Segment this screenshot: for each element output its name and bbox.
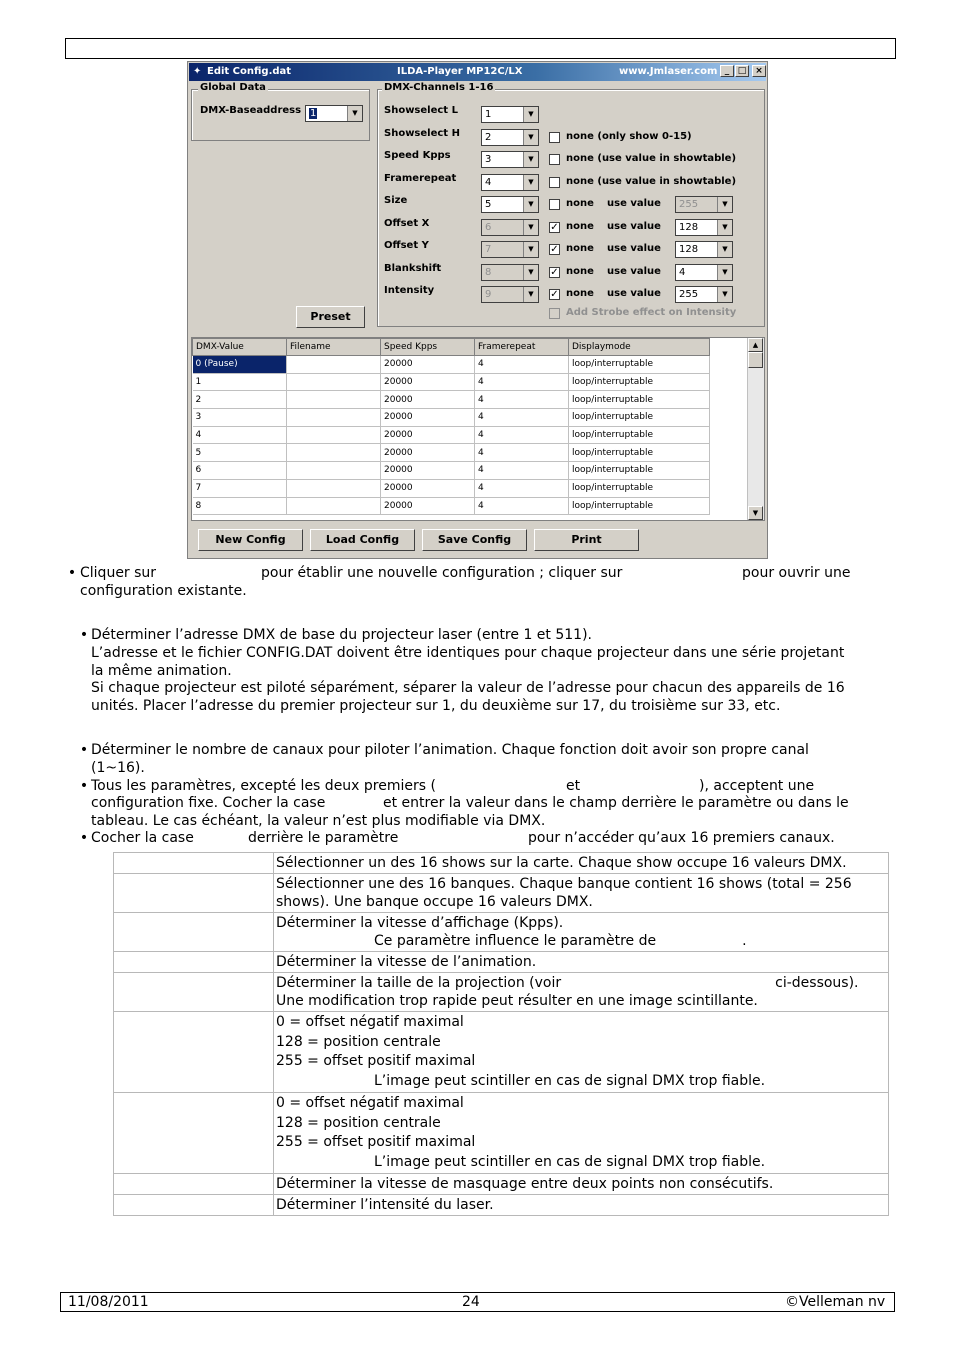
channel-select[interactable] xyxy=(481,196,539,213)
table-row[interactable] xyxy=(193,462,710,480)
chevron-down-icon: ▼ xyxy=(523,107,538,122)
table-row xyxy=(114,952,889,973)
use-value-select[interactable] xyxy=(675,241,733,258)
text: Déterminer la taille de la projection (voir xyxy=(276,975,562,991)
chevron-down-icon: ▼ xyxy=(523,175,538,190)
chevron-down-icon: ▼ xyxy=(717,220,732,235)
print-button[interactable]: Print xyxy=(534,529,639,551)
table-row xyxy=(114,853,889,874)
column-header[interactable]: DMX-Value xyxy=(193,339,287,356)
none-option-label: none xyxy=(566,288,594,299)
grid-cell[interactable]: loop/interruptable xyxy=(569,356,710,374)
grid-cell[interactable]: loop/interruptable xyxy=(569,462,710,480)
dmx-baseaddress-value: 1 xyxy=(310,108,317,119)
grid-cell[interactable]: loop/interruptable xyxy=(569,426,710,444)
bullet: • xyxy=(79,627,89,643)
grid-cell[interactable]: 20000 xyxy=(381,373,475,391)
grid-cell[interactable] xyxy=(287,497,381,515)
text: configuration fixe. Cocher la case xyxy=(91,795,326,811)
grid-cell[interactable]: loop/interruptable xyxy=(569,497,710,515)
channel-label: Blankshift xyxy=(384,262,442,274)
column-header[interactable]: Displaymode xyxy=(569,339,710,356)
text: tableau. Le cas échéant, la valeur n’est plus modifiable via DMX. xyxy=(91,812,546,829)
channel-value: 7 xyxy=(485,244,492,255)
text: 255 = offset positif maximal xyxy=(276,1134,476,1150)
none-checkbox[interactable]: ✓ xyxy=(550,244,559,255)
table-cell: Déterminer l’intensité du laser. xyxy=(274,1195,889,1216)
text: Déterminer le nombre de canaux pour piloter l’animation. Chaque fonction doit avoir son propre canal xyxy=(91,742,809,758)
column-header[interactable]: Framerepeat xyxy=(475,339,569,356)
chevron-down-icon: ▼ xyxy=(523,287,538,302)
grid-cell[interactable]: 0 (Pause) xyxy=(193,356,287,374)
chevron-down-icon: ▼ xyxy=(717,265,732,280)
table-cell: Sélectionner une des 16 banques. Chaque banque contient 16 shows (total = 256 shows). Une banque occupe 16 valeurs DMX. xyxy=(274,874,889,913)
table-row xyxy=(114,1093,889,1174)
text: Cocher la case xyxy=(91,830,194,846)
table-row xyxy=(114,973,889,1012)
channel-value: 6 xyxy=(485,221,492,233)
grid-cell[interactable]: 4 xyxy=(475,373,569,391)
channel-value: 1 xyxy=(485,109,492,120)
preset-button[interactable]: Preset xyxy=(296,306,365,328)
channel-value: 3 xyxy=(485,154,492,165)
grid-cell[interactable] xyxy=(287,444,381,462)
table-row[interactable] xyxy=(193,356,710,374)
channel-value: 5 xyxy=(485,199,492,210)
text: L’image peut scintiller en cas de signal DMX trop fiable. xyxy=(374,1153,766,1170)
text: 128 = position centrale xyxy=(276,1033,441,1050)
channel-select[interactable] xyxy=(481,151,539,168)
text: derrière le paramètre xyxy=(248,830,399,846)
footer-page-number: 24 xyxy=(462,1294,480,1310)
chevron-down-icon: ▼ xyxy=(523,242,538,257)
grid-cell[interactable]: 6 xyxy=(193,462,287,480)
channel-select[interactable] xyxy=(481,129,539,146)
grid-cell[interactable] xyxy=(287,426,381,444)
text: Déterminer l’adresse DMX de base du projecteur laser (entre 1 et 511). xyxy=(91,627,592,643)
table-row[interactable] xyxy=(193,497,710,515)
use-value-value: 255 xyxy=(679,289,699,300)
table-row[interactable] xyxy=(193,373,710,391)
grid-cell[interactable] xyxy=(287,409,381,427)
grid-cell[interactable]: 20000 xyxy=(381,479,475,497)
text: . xyxy=(742,933,747,949)
text: pour ouvrir une xyxy=(742,565,851,581)
use-value-select[interactable] xyxy=(675,286,733,303)
table-cell: Sélectionner un des 16 shows sur la carte. Chaque show occupe 16 valeurs DMX. xyxy=(274,853,889,874)
text: Ce paramètre influence le paramètre de xyxy=(374,933,657,949)
global-data-title: Global Data xyxy=(200,82,266,93)
table-cell: Déterminer la vitesse de masquage entre deux points non consécutifs. xyxy=(274,1174,889,1195)
grid-cell[interactable] xyxy=(287,391,381,409)
table-row xyxy=(114,1012,889,1093)
table-row xyxy=(114,1195,889,1216)
save-config-button[interactable]: Save Config xyxy=(422,529,527,551)
none-checkbox[interactable] xyxy=(549,177,560,188)
scroll-thumb[interactable] xyxy=(748,352,763,368)
text: et entrer la valeur dans le champ derrière le paramètre ou dans le xyxy=(383,795,849,811)
table-row[interactable] xyxy=(193,444,710,462)
vertical-scrollbar[interactable] xyxy=(747,338,764,520)
close-button[interactable]: × xyxy=(752,65,766,77)
grid-cell[interactable]: 20000 xyxy=(381,391,475,409)
text: 255 = offset positif maximal xyxy=(276,1053,476,1069)
text: L’image peut scintiller en cas de signal DMX trop fiable. xyxy=(374,1072,766,1089)
maximize-button[interactable]: □ xyxy=(735,65,749,77)
text: unités. Placer l’adresse du premier projecteur sur 1, du deuxième sur 17, du troisième sur 33, etc. xyxy=(91,697,781,714)
table-cell xyxy=(274,1093,889,1174)
grid-cell[interactable]: loop/interruptable xyxy=(569,409,710,427)
grid-cell[interactable] xyxy=(287,373,381,391)
channel-label: Intensity xyxy=(384,285,435,296)
table-cell xyxy=(274,1012,889,1093)
bullet: • xyxy=(67,565,77,581)
none-checkbox[interactable]: ✓ xyxy=(550,289,559,300)
use-value-value: 255 xyxy=(679,199,699,210)
edit-config-dialog xyxy=(187,61,768,559)
channel-label: Offset Y xyxy=(384,240,429,251)
none-checkbox[interactable] xyxy=(549,132,560,143)
dmx-channels-title: DMX-Channels 1-16 xyxy=(384,82,494,93)
text: pour établir une nouvelle configuration ; cliquer sur xyxy=(261,565,623,581)
strobe-label: Add Strobe effect on Intensity xyxy=(566,307,737,318)
table-row[interactable] xyxy=(193,479,710,497)
header-box xyxy=(65,38,896,59)
grid-cell[interactable]: 4 xyxy=(475,426,569,444)
load-config-button[interactable]: Load Config xyxy=(310,529,415,551)
use-value-select[interactable] xyxy=(675,196,733,213)
none-option-label: none xyxy=(566,243,594,254)
grid-cell[interactable]: 20000 xyxy=(381,426,475,444)
dmx-channels-group xyxy=(377,82,765,327)
table-row xyxy=(114,913,889,952)
grid-cell[interactable]: 4 xyxy=(475,391,569,409)
paragraph-channels xyxy=(78,742,898,848)
column-header[interactable]: Filename xyxy=(287,339,381,356)
table-cell: Déterminer la vitesse de l’animation. xyxy=(274,952,889,973)
use-value-label: use value xyxy=(607,288,661,299)
grid-cell[interactable]: 4 xyxy=(475,497,569,515)
site-url: www.Jmlaser.com xyxy=(619,66,718,77)
channel-label: Speed Kpps xyxy=(384,150,451,161)
grid-cell[interactable]: 4 xyxy=(475,462,569,480)
chevron-down-icon: ▼ xyxy=(717,197,732,212)
channel-label: Offset X xyxy=(384,217,430,229)
grid-cell[interactable]: 20000 xyxy=(381,462,475,480)
show-table xyxy=(191,337,765,521)
use-value-select[interactable] xyxy=(675,264,733,281)
channel-value: 9 xyxy=(485,289,492,300)
channel-label: Showselect L xyxy=(384,105,458,116)
paragraph-dmx-address xyxy=(78,627,898,717)
grid-cell[interactable]: 4 xyxy=(475,444,569,462)
none-option-label: none (use value in showtable) xyxy=(566,175,737,187)
channel-value: 2 xyxy=(485,131,492,143)
text: 128 = position centrale xyxy=(276,1114,441,1131)
grid-cell[interactable]: 4 xyxy=(475,356,569,374)
grid-cell[interactable]: 20000 xyxy=(381,356,475,374)
chevron-down-icon: ▼ xyxy=(717,287,732,302)
channel-select[interactable] xyxy=(481,241,539,258)
text: Une modification trop rapide peut résulter en une image scintillante. xyxy=(276,993,758,1009)
table-row xyxy=(114,1174,889,1195)
use-value-value: 4 xyxy=(679,266,686,278)
new-config-button[interactable]: New Config xyxy=(198,529,303,551)
channel-select[interactable] xyxy=(481,264,539,281)
scroll-up-icon[interactable]: ▲ xyxy=(748,338,763,352)
table-row[interactable] xyxy=(193,426,710,444)
grid-cell[interactable] xyxy=(287,462,381,480)
text: L’adresse et le fichier CONFIG.DAT doivent être identiques pour chaque projecteur dans une série projetant xyxy=(91,645,845,661)
chevron-down-icon: ▼ xyxy=(523,152,538,167)
global-data-group xyxy=(191,82,370,141)
none-option-label: none (only show 0-15) xyxy=(566,130,692,142)
page-footer xyxy=(60,1292,895,1312)
bullet: • xyxy=(79,830,89,846)
window-title: Edit Config.dat xyxy=(207,66,292,77)
chevron-down-icon: ▼ xyxy=(523,197,538,212)
channel-label: Showselect H xyxy=(384,127,460,139)
text: Tous les paramètres, excepté les deux premiers ( xyxy=(91,777,436,794)
text: 0 = offset négatif maximal xyxy=(276,1014,464,1030)
text: et xyxy=(566,777,581,794)
grid-cell[interactable]: loop/interruptable xyxy=(569,444,710,462)
chevron-down-icon: ▼ xyxy=(523,130,538,145)
text: la même animation. xyxy=(91,662,232,679)
grid-cell[interactable]: 8 xyxy=(193,497,287,515)
use-value-value: 128 xyxy=(679,244,699,255)
parameter-description-table xyxy=(113,852,889,1216)
app-title: ILDA-Player MP12C/LX xyxy=(397,66,523,77)
table-row[interactable] xyxy=(193,391,710,409)
text: configuration existante. xyxy=(80,583,247,599)
channel-label: Size xyxy=(384,195,408,206)
none-checkbox[interactable]: ✓ xyxy=(550,221,559,233)
grid-cell[interactable]: 20000 xyxy=(381,444,475,462)
title-bar xyxy=(189,63,766,81)
use-value-value: 128 xyxy=(679,221,699,233)
grid-cell[interactable]: 4 xyxy=(475,479,569,497)
bullet: • xyxy=(79,777,89,794)
strobe-checkbox[interactable] xyxy=(549,308,560,319)
minimize-button[interactable]: _ xyxy=(720,65,734,77)
bullet: • xyxy=(79,742,89,758)
text: pour n’accéder qu’aux 16 premiers canaux. xyxy=(528,830,835,846)
none-option-label: none xyxy=(566,220,594,232)
use-value-label: use value xyxy=(607,265,661,277)
grid-cell[interactable]: 20000 xyxy=(381,497,475,515)
grid-cell[interactable]: 1 xyxy=(193,373,287,391)
text: (1~16). xyxy=(91,760,145,776)
table-cell xyxy=(274,973,889,1012)
use-value-label: use value xyxy=(607,198,661,209)
none-option-label: none xyxy=(566,198,594,209)
footer-copyright: ©Velleman nv xyxy=(785,1294,886,1310)
channel-value: 8 xyxy=(485,266,492,278)
table-cell xyxy=(274,913,889,952)
text: Si chaque projecteur est piloté séparément, séparer la valeur de l’adresse pour chacun des appareils de 16 xyxy=(91,680,845,696)
paragraph-new-load xyxy=(66,565,896,601)
none-option-label: none (use value in showtable) xyxy=(566,153,737,164)
channel-label: Framerepeat xyxy=(384,172,457,184)
grid-cell[interactable]: 4 xyxy=(193,426,287,444)
use-value-label: use value xyxy=(607,220,661,232)
text: Cliquer sur xyxy=(80,565,157,581)
table-row[interactable] xyxy=(193,409,710,427)
text: ), acceptent une xyxy=(699,777,815,794)
chevron-down-icon: ▼ xyxy=(523,220,538,235)
text: 0 = offset négatif maximal xyxy=(276,1095,464,1111)
channel-select[interactable] xyxy=(481,286,539,303)
table-row xyxy=(114,874,889,913)
scroll-down-icon[interactable]: ▼ xyxy=(748,506,763,520)
chevron-down-icon: ▼ xyxy=(717,242,732,257)
column-header[interactable]: Speed Kpps xyxy=(381,339,475,356)
grid-cell[interactable]: loop/interruptable xyxy=(569,391,710,409)
none-checkbox[interactable]: ✓ xyxy=(550,266,559,278)
grid-cell[interactable]: 20000 xyxy=(381,409,475,427)
none-checkbox[interactable] xyxy=(549,154,560,165)
grid-cell[interactable]: 7 xyxy=(193,479,287,497)
grid-cell[interactable]: loop/interruptable xyxy=(569,479,710,497)
app-icon: ✦ xyxy=(193,66,202,77)
none-option-label: none xyxy=(566,265,594,277)
use-value-label: use value xyxy=(607,243,661,254)
footer-date: 11/08/2011 xyxy=(68,1294,149,1310)
text: Déterminer la vitesse d’affichage (Kpps). xyxy=(276,915,564,931)
grid-cell[interactable]: 5 xyxy=(193,444,287,462)
channel-select[interactable] xyxy=(481,219,539,236)
channel-value: 4 xyxy=(485,176,492,188)
none-checkbox[interactable] xyxy=(549,199,560,210)
grid-cell[interactable] xyxy=(287,479,381,497)
channel-select[interactable] xyxy=(481,174,539,191)
dmx-baseaddress-select[interactable] xyxy=(305,105,363,122)
grid-cell[interactable]: 4 xyxy=(475,409,569,427)
use-value-select[interactable] xyxy=(675,219,733,236)
chevron-down-icon: ▼ xyxy=(347,106,362,121)
grid-cell[interactable] xyxy=(287,356,381,374)
channel-select[interactable] xyxy=(481,106,539,123)
grid-cell[interactable]: loop/interruptable xyxy=(569,373,710,391)
table-header-row xyxy=(193,339,710,356)
grid-cell[interactable]: 2 xyxy=(193,391,287,409)
grid-cell[interactable]: 3 xyxy=(193,409,287,427)
dmx-baseaddress-label: DMX-Baseaddress xyxy=(200,105,302,116)
text: ci-dessous). xyxy=(775,975,859,991)
chevron-down-icon: ▼ xyxy=(523,265,538,280)
